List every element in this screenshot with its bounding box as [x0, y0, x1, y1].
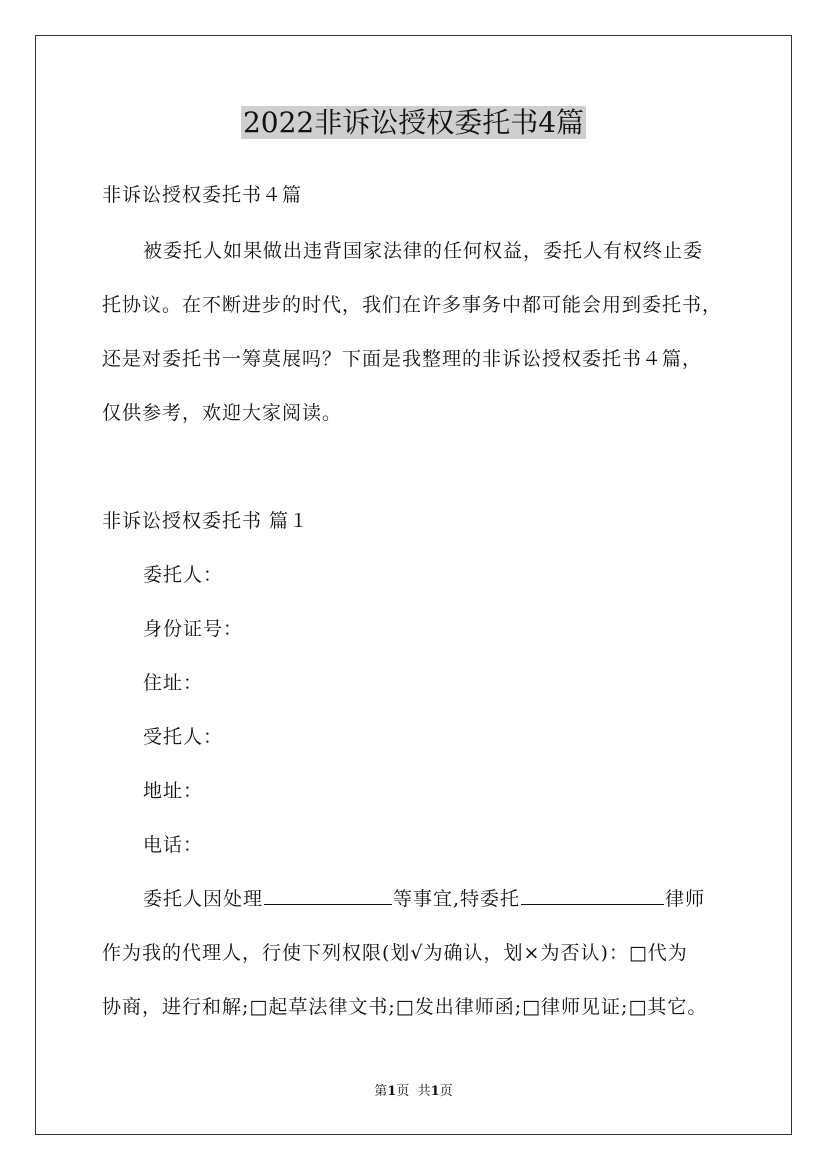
document-subtitle: 非诉讼授权委托书４篇 [102, 184, 303, 206]
footer-text: 页 [396, 1084, 410, 1099]
body-text: 律师 [665, 888, 706, 910]
matter-blank [264, 886, 392, 905]
field-address: 住址： [143, 672, 204, 694]
body-line: 协商，进行和解;□起草法律文书;□发出律师函;□律师见证;□其它。 [102, 996, 708, 1018]
body-line [143, 886, 705, 912]
footer-text: 第 [374, 1084, 388, 1099]
total-pages: 1 [430, 1084, 440, 1099]
field-principal: 委托人： [143, 564, 224, 586]
field-agent-address: 地址： [143, 780, 204, 802]
field-id-number: 身份证号： [143, 618, 244, 640]
page-number: 1 [387, 1084, 397, 1099]
body-text: 委托人因处理 [143, 888, 264, 910]
footer-text: 共 [417, 1084, 431, 1099]
field-agent: 受托人： [143, 726, 224, 748]
lawyer-blank [521, 886, 664, 905]
intro-paragraph-line: 还是对委托书一筹莫展吗？下面是我整理的非诉讼授权委托书４篇， [102, 348, 703, 370]
intro-paragraph-line: 被委托人如果做出违背国家法律的任何权益，委托人有权终止委 [143, 240, 704, 262]
footer-text: 页 [439, 1084, 453, 1099]
document-title [0, 103, 827, 143]
document-title-text: 2022非诉讼授权委托书4篇 [242, 106, 585, 139]
intro-paragraph-line: 托协议。在不断进步的时代，我们在许多事务中都可能会用到委托书， [102, 294, 723, 316]
field-phone: 电话： [143, 834, 204, 856]
body-text: 等事宜,特委托 [393, 888, 521, 910]
section-heading: 非诉讼授权委托书 篇１ [102, 510, 310, 532]
page-footer [0, 1083, 827, 1101]
intro-paragraph-line: 仅供参考，欢迎大家阅读。 [102, 402, 343, 424]
body-line: 作为我的代理人，行使下列权限(划√为确认，划×为否认)：□代为 [102, 942, 688, 964]
